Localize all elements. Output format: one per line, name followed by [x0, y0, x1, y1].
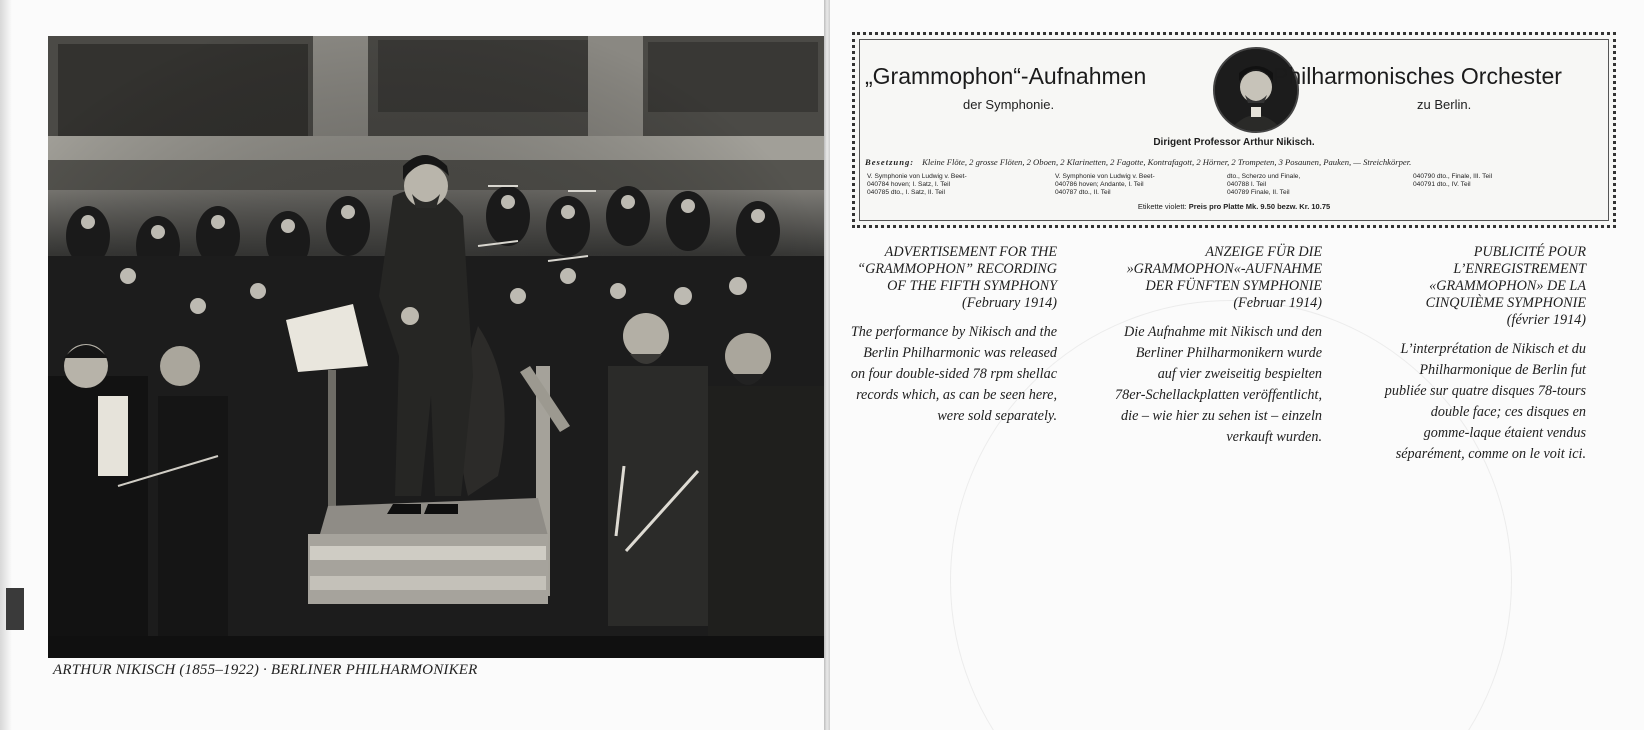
body-line: gomme-laque étaient vendus [1423, 425, 1586, 441]
body-line: The performance by Nikisch and the [850, 324, 1057, 340]
record-list-3 [1227, 173, 1300, 197]
record-line: dto., Scherzo und Finale, [1227, 173, 1301, 180]
heading-line: DER FÜNFTEN SYMPHONIE [1145, 278, 1322, 294]
record-line: 040789 Finale, II. Teil [1227, 189, 1290, 196]
body-line: were sold separately. [937, 408, 1057, 424]
heading-line: ADVERTISEMENT FOR THE [884, 244, 1057, 260]
body-line: records which, as can be seen here, [856, 387, 1057, 403]
body-line: L’interprétation de Nikisch et du [1400, 341, 1586, 357]
heading-line: OF THE FIFTH SYMPHONY [887, 278, 1057, 294]
caption-column-fr [1334, 244, 1586, 465]
record-line: V. Symphonie von Ludwig v. Beet- [1055, 173, 1155, 180]
record-line: 040791 dto., IV. Teil [1413, 181, 1471, 188]
caption-column-de [1078, 244, 1322, 448]
ad-instrumentation [865, 157, 1603, 167]
heading-line: L’ENREGISTREMENT [1453, 261, 1586, 277]
heading-line: ANZEIGE FÜR DIE [1205, 244, 1322, 260]
heading-line: (Februar 1914) [1233, 295, 1322, 311]
body-line: Berlin Philharmonic was released [863, 345, 1057, 361]
body-line: Berliner Philharmonikern wurde [1135, 345, 1322, 361]
record-list-1 [867, 173, 967, 197]
besetzung-text: Kleine Flöte, 2 grosse Flöten, 2 Oboen, 2 Klarinetten, 2 Fagotte, Kontrafagott, 2 Hörner, 2 Trompeten, 3 Posaunen, Pauken, — Streichkörper. [922, 157, 1412, 167]
body-line: Philharmonique de Berlin fut [1419, 362, 1586, 378]
record-list-4 [1413, 173, 1492, 189]
record-line: 040786 hoven; Andante, I. Teil [1055, 181, 1144, 188]
caption-heading-de [1078, 244, 1322, 312]
body-line: on four double-sided 78 rpm shellac [850, 366, 1057, 382]
ad-title-left: „Grammophon“-Aufnahmen [865, 63, 1147, 89]
ad-title-right: Philharmonisches Orchester [1273, 63, 1562, 89]
right-page [830, 0, 1644, 730]
caption-heading-fr [1334, 244, 1586, 329]
caption-body-de [1078, 322, 1322, 448]
heading-line: »GRAMMOPHON«-AUFNAHME [1126, 261, 1322, 277]
body-line: 78er-Schellackplatten veröffentlicht, [1115, 387, 1322, 403]
caption-body-en [830, 322, 1057, 427]
etikette-price: Preis pro Platte Mk. 9.50 bezw. Kr. 10.75 [1188, 202, 1331, 211]
photo-caption: ARTHUR NIKISCH (1855–1922) · BERLINER PHILHARMONIKER [53, 662, 478, 678]
body-line: double face; ces disques en [1430, 404, 1586, 420]
heading-line: (février 1914) [1506, 312, 1586, 328]
record-line: 040785 dto., I. Satz, II. Teil [867, 189, 945, 196]
etikette-label: Etikette violett: [1137, 202, 1187, 211]
record-line: 040787 dto., II. Teil [1055, 189, 1111, 196]
heading-line: PUBLICITÉ POUR [1473, 244, 1586, 260]
page-tab-marker [6, 588, 24, 630]
caption-heading-en [830, 244, 1057, 312]
body-line: auf vier zweiseitig bespielten [1157, 366, 1322, 382]
body-line: die – wie hier zu sehen ist – einzeln [1121, 408, 1322, 424]
caption-column-en [830, 244, 1057, 427]
heading-line: «GRAMMOPHON» DE LA [1429, 278, 1586, 294]
body-line: Die Aufnahme mit Nikisch und den [1124, 324, 1322, 340]
record-list-2 [1055, 173, 1155, 197]
grammophon-advertisement [852, 32, 1616, 228]
orchestra-photograph [48, 36, 824, 658]
record-line: 040784 hoven; I. Satz, I. Teil [867, 181, 951, 188]
ad-conductor-line: Dirigent Professor Arthur Nikisch. [1153, 137, 1315, 148]
record-line: V. Symphonie von Ludwig v. Beet- [867, 173, 967, 180]
besetzung-label: Besetzung: [865, 157, 915, 167]
heading-line: (February 1914) [962, 295, 1057, 311]
heading-line: CINQUIÈME SYMPHONIE [1425, 295, 1586, 311]
ad-subtitle-right: zu Berlin. [1417, 97, 1472, 112]
body-line: verkauft wurden. [1226, 429, 1322, 445]
record-line: 040790 dto., Finale, III. Teil [1413, 173, 1493, 180]
body-line: séparément, comme on le voit ici. [1395, 446, 1586, 462]
ad-price-line [855, 202, 1613, 211]
ad-subtitle-left: der Symphonie. [963, 97, 1055, 112]
caption-body-fr [1334, 339, 1586, 465]
orchestra-photo-illustration [48, 36, 824, 658]
record-line: 040788 I. Teil [1227, 181, 1267, 188]
heading-line: “GRAMMOPHON” RECORDING [857, 261, 1057, 277]
body-line: publiée sur quatre disques 78-tours [1384, 383, 1586, 399]
conductor-portrait [1213, 47, 1299, 133]
portrait-illustration [1215, 49, 1297, 131]
